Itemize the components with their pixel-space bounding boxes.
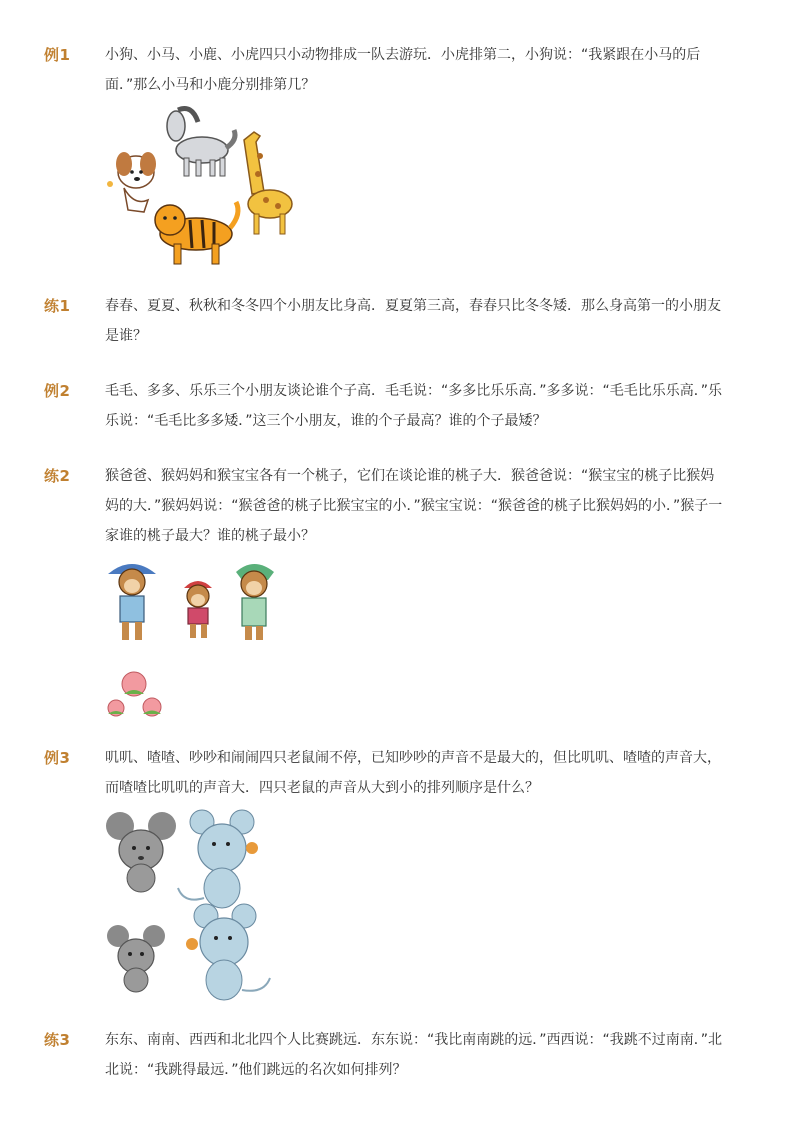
problem-text: 毛毛、多多、乐乐三个小朋友谈论谁个子高．毛毛说：“多多比乐乐高．”多多说：“毛毛比乐乐高．”乐乐说：“毛毛比多多矮．”这三个小朋友，谁的个子最高？谁的个子最矮？	[105, 383, 723, 429]
problem-tag: 例3	[44, 749, 71, 767]
monkey-mom-icon	[236, 564, 274, 640]
problem-text: 春春、夏夏、秋秋和冬冬四个小朋友比身高．夏夏第三高，春春只比冬冬矮．那么身高第一的小朋友是谁？	[105, 298, 721, 344]
monkey-baby-icon	[184, 581, 212, 638]
problem-text: 猴爸爸、猴妈妈和猴宝宝各有一个桃子，它们在谈论谁的桃子大．猴爸爸说：“猴宝宝的桃子比猴妈妈的大．”猴妈妈说：“猴爸爸的桃子比猴宝宝的小．”猴宝宝说：“猴爸爸的桃子比猴妈妈的小．”猴子一家谁的桃子最大？谁的桃子最小？	[105, 468, 723, 544]
monkeys-illustration	[104, 558, 284, 648]
mouse-gray-icon	[106, 812, 176, 892]
dog-icon	[107, 152, 156, 212]
problem-tag: 练3	[44, 1031, 71, 1049]
peach-medium-icon	[143, 698, 161, 716]
mice-illustration	[104, 808, 276, 1004]
giraffe-icon	[244, 132, 292, 234]
problem-text: 叽叽、喳喳、吵吵和闹闹四只老鼠闹不停，已知吵吵的声音不是最大的，但比叽叽、喳喳的声音大，而喳喳比叽叽的声音大．四只老鼠的声音从大到小的排列顺序是什么？	[105, 750, 721, 796]
problem-tag: 练1	[44, 297, 71, 315]
peach-large-icon	[122, 672, 146, 696]
mouse-gray-small-icon	[107, 925, 165, 992]
monkey-dad-icon	[108, 564, 156, 640]
problem-tag: 例1	[44, 46, 71, 64]
peach-small-icon	[108, 700, 124, 716]
peaches-illustration	[104, 664, 174, 722]
tiger-icon	[155, 202, 238, 264]
mouse-blue-large-icon	[186, 904, 270, 1000]
horse-icon	[167, 109, 235, 177]
problem-text: 东东、南南、西西和北北四个人比赛跳远．东东说：“我比南南跳的远．”西西说：“我跳不过南南．”北北说：“我跳得最远．”他们跳远的名次如何排列？	[105, 1032, 723, 1078]
problem-text: 小狗、小马、小鹿、小虎四只小动物排成一队去游玩．小虎排第二，小狗说：“我紧跟在小马的后面．”那么小马和小鹿分别排第几？	[105, 47, 701, 93]
mouse-blue-icon	[178, 810, 258, 908]
problem-tag: 练2	[44, 467, 71, 485]
problem-tag: 例2	[44, 382, 71, 400]
animals-illustration	[104, 102, 304, 270]
